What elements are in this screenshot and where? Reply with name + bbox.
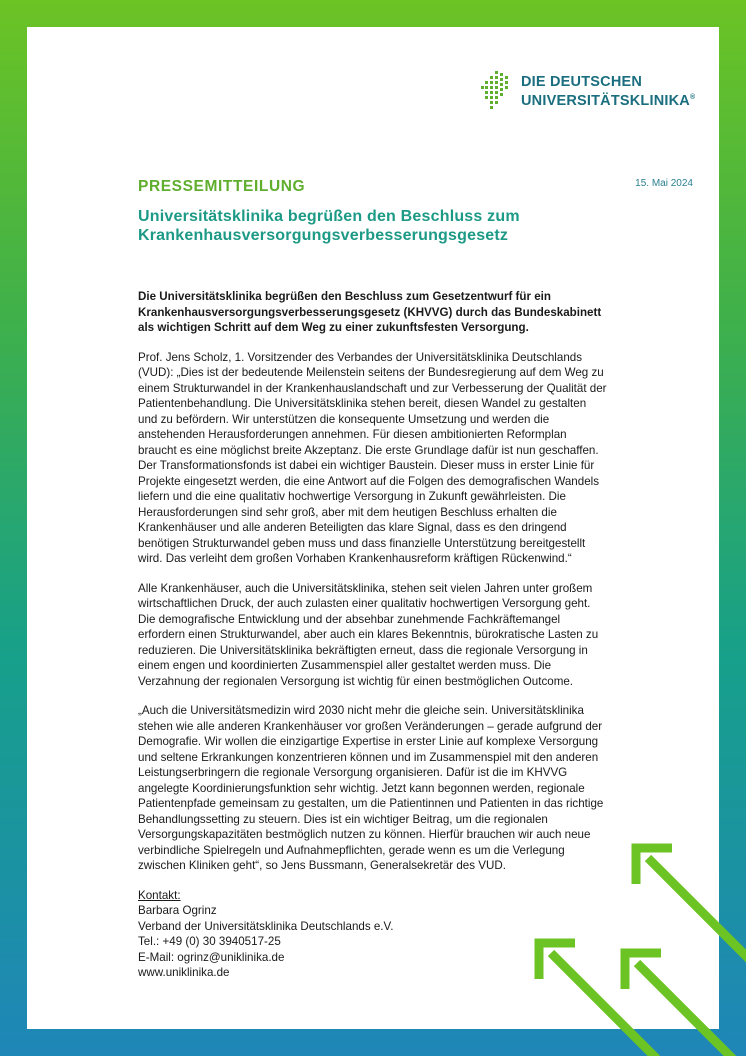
headline-line2: Krankenhausversorgungsverbesserungsgesetz: [138, 227, 509, 244]
contact-org: Verband der Universitätsklinika Deutschlands e.V.: [138, 919, 394, 933]
logo-wordmark: [521, 74, 695, 109]
logo-dots-icon: [481, 71, 511, 111]
body-text: [138, 289, 608, 981]
contact-web[interactable]: www.uniklinika.de: [138, 966, 230, 979]
contact-name: Barbara Ogrinz: [138, 904, 217, 917]
paragraph: Prof. Jens Scholz, 1. Vorsitzender des Verbandes der Universitätsklinika Deutschlands (VUD): „Dies ist der bedeutende Meilenstein seitens der Bundesregierung auf dem Weg zu einem Strukturwandel in der Krankenhauslandschaft und zur Verbesserung der Qualität der Patientenbehandlung. Die Universitätsklinika stehen bereit, diesen Wandel zu gestalten und zu befördern. Wir unterstützen die konsequente Umsetzung und werden die anstehenden Herausforderungen annehmen. Für diesen ambitionierten Reformplan braucht es eine möglichst breite Akzeptanz. Die erste Grundlage dafür ist nun geschaffen. Der Transformationsfonds ist dabei ein wichtiger Baustein. Dieser muss in erster Linie für Projekte eingesetzt werden, die eine Antwort auf die Folgen des demografischen Wandels liefern und die eine qualitativ hochwertige Versorgung in Zukunft gewährleisten. Die Herausforderungen sind sehr groß, aber mit dem heutigen Beschluss erhalten die Krankenhäuser und alle anderen Beteiligten das klare Signal, dass es den dringend benötigen Strukturwandel geben muss und dass finanzielle Unterstützung bereitgestellt wird. Das verleiht dem großen Vorhaben Krankenhausreform kräftigen Rückenwind.“: [138, 350, 607, 565]
contact-phone: Tel.: +49 (0) 30 3940517-25: [138, 935, 281, 948]
contact-block: [138, 888, 608, 981]
document-page: [27, 27, 719, 1029]
release-date: 15. Mai 2024: [635, 178, 693, 189]
logo: [481, 71, 711, 115]
headline: [138, 207, 658, 245]
contact-label: Kontakt:: [138, 888, 181, 902]
logo-line1: DIE DEUTSCHEN: [521, 74, 643, 90]
registered-mark: ®: [689, 94, 696, 101]
contact-email[interactable]: E-Mail: ogrinz@uniklinika.de: [138, 950, 285, 964]
section-label: PRESSEMITTEILUNG: [138, 178, 306, 195]
paragraph: Alle Krankenhäuser, auch die Universitätsklinika, stehen seit vielen Jahren unter großem wirtschaftlichen Druck, der auch zulasten einer qualitativ hochwertigen Versorgung geht. Die demografische Entwicklung und der absehbar zunehmende Fachkräftemangel erfordern einen Strukturwandel, aber auch ein klares Bekenntnis, bürokratische Lasten zu reduzieren. Die Universitätsklinika bekräftigten erneut, dass die regionale Versorgung in einem engen und koordinierten Zusammenspiel aller gestaltet werden muss. Die Verzahnung der regionalen Versorgung ist wichtig für einen bestmöglichen Outcome.: [138, 581, 599, 688]
logo-line2: UNIVERSITÄTSKLINIKA: [521, 92, 690, 109]
lead-paragraph: Die Universitätsklinika begrüßen den Beschluss zum Gesetzentwurf für ein Krankenhausversorgungsverbesserungsgesetz (KHVVG) durch das Bundeskabinett als wichtigen Schritt auf dem Weg zu einer zukunftsfesten Versorgung.: [138, 290, 602, 334]
headline-line1: Universitätsklinika begrüßen den Beschluss zum: [138, 208, 520, 225]
paragraph: „Auch die Universitätsmedizin wird 2030 nicht mehr die gleiche sein. Universitätsklinika stehen wie alle anderen Krankenhäuser vor großen Veränderungen – gerade aufgrund der Demografie. Wir wollen die einzigartige Expertise in erster Linie auf komplexe Versorgung und seltene Erkrankungen konzentrieren können und im Zusammenspiel mit den anderen Leistungserbringern die regionale Versorgung organisieren. Dafür ist die im KHVVG angelegte Koordinierungsfunktion sehr wichtig. Jetzt kann begonnen werden, regionale Patientenpfade gemeinsam zu gestalten, um die Patientinnen und Patienten in das richtige Behandlungssetting zu steuern. Dies ist ein wichtiger Beitrag, um die regionalen Versorgungskapazitäten bestmöglich nutzen zu können. Hierfür brauchen wir auch neue verbindliche Spielregeln und Aufnahmepflichten, gerade wenn es um die Verlegung zwischen Kliniken geht“, so Jens Bussmann, Generalsekretär des VUD.: [138, 704, 604, 872]
